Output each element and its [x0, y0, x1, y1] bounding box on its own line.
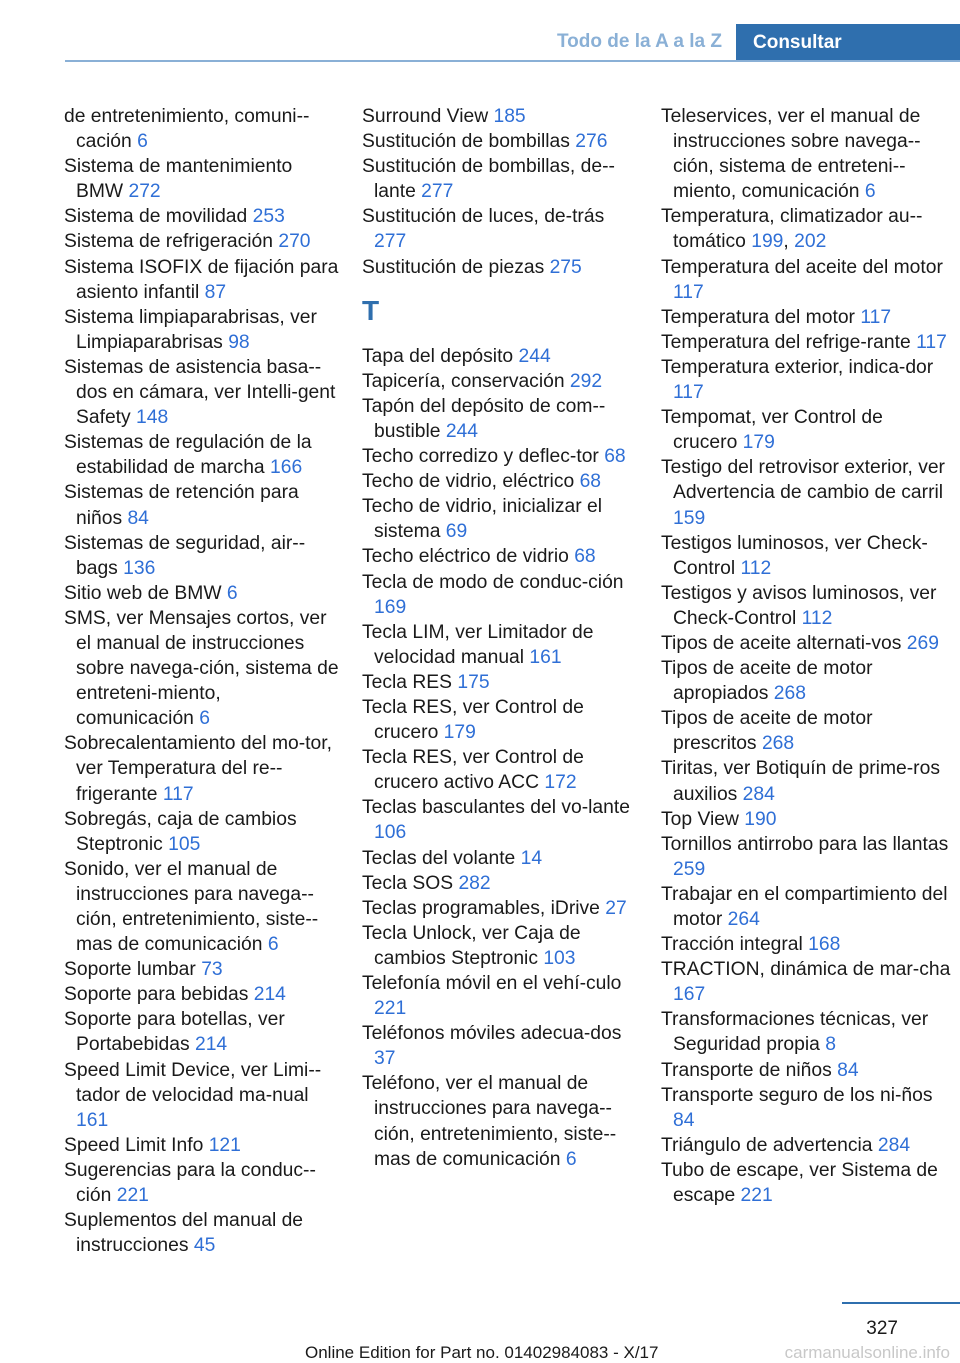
page-reference-link[interactable]: 6	[267, 934, 279, 956]
index-entry	[661, 1083, 951, 1133]
index-entry-term: Tiritas, ver Botiquín de prime-ros auxilios	[661, 758, 940, 805]
index-entry	[362, 846, 637, 871]
index-entry-term: Sitio web de BMW	[64, 582, 227, 604]
page-reference-link[interactable]: 69	[445, 521, 468, 543]
index-entry-term: Triángulo de advertencia	[661, 1134, 878, 1156]
index-entry-term: Sustitución de piezas	[362, 256, 550, 278]
index-entry	[64, 957, 339, 982]
page-reference-link[interactable]: 202	[794, 231, 827, 253]
index-entry: Temperatura, climatizador au-tomático 199, 202	[661, 206, 923, 253]
page-reference-link[interactable]: 117	[162, 783, 194, 805]
index-entry	[362, 921, 637, 971]
page-reference-link[interactable]: 185	[493, 106, 526, 127]
index-entry-term: Techo eléctrico de vidrio	[362, 546, 575, 568]
index-entry-term: Surround View	[362, 106, 494, 127]
index-entry	[661, 656, 951, 706]
index-entry-term: Tapón del depósito de com-bustible	[362, 395, 606, 442]
page-reference-link[interactable]: 282	[458, 872, 491, 894]
index-entry-term: Teleservices, ver el manual de instrucciones sobre navega-ción, sistema de entreteni-miento, comunicación	[661, 106, 921, 203]
index-entry-term: Top View	[661, 808, 745, 830]
index-entry-term: Tapa del depósito	[362, 345, 519, 367]
index-entry	[661, 882, 951, 932]
page-reference-link[interactable]: 117	[860, 306, 892, 328]
page-reference-link[interactable]: 98	[228, 331, 250, 353]
index-entry	[64, 204, 339, 229]
index-entry-term: Temperatura exterior, indica-dor	[661, 356, 934, 378]
index-entry	[64, 1058, 339, 1133]
index-entry	[64, 355, 339, 430]
page-reference-link[interactable]: 179	[742, 432, 775, 454]
header-rule	[65, 60, 960, 62]
index-entry-term: Tubo de escape, ver Sistema de escape	[661, 1159, 938, 1207]
index-entry-term: de entretenimiento, comuni-cación	[64, 106, 310, 153]
page-reference-link[interactable]: 244	[445, 420, 478, 442]
index-entry	[362, 494, 637, 544]
page-reference-link[interactable]: 161	[76, 1109, 109, 1131]
index-entry	[64, 857, 339, 957]
index-column-3	[661, 104, 951, 1208]
index-entry-term: Tecla RES	[362, 671, 458, 693]
page-reference-link[interactable]: 179	[443, 722, 476, 744]
page-reference-link[interactable]: 8	[825, 1034, 836, 1056]
index-entry	[362, 1071, 637, 1171]
index-entry-term: SMS, ver Mensajes cortos, ver el manual de instrucciones sobre navega-ción, sistema de entreteni-miento, comunicación	[64, 607, 339, 730]
index-entry-term: Sistemas de retención para niños	[64, 482, 299, 529]
index-entry-term: Soporte para bebidas	[64, 984, 254, 1006]
index-entry-term: Teléfono, ver el manual de instrucciones para navega-ción, entretenimiento, siste-mas de comunicación	[362, 1073, 617, 1170]
index-entry-term: Transporte de niños	[661, 1059, 838, 1081]
page-reference-link[interactable]: 84	[837, 1059, 859, 1081]
index-entry-term: Sistema de movilidad	[64, 206, 253, 228]
index-entry	[64, 255, 339, 305]
index-entry	[661, 305, 951, 330]
page-reference-link[interactable]: 45	[193, 1235, 216, 1257]
index-entry-term: Tecla de modo de conduc-ción	[362, 571, 624, 593]
index-entry	[661, 832, 951, 882]
index-entry-term: Testigos luminosos, ver Check-Control	[661, 532, 928, 579]
page-reference-link[interactable]: 112	[740, 557, 772, 579]
page-reference-link[interactable]: 221	[740, 1185, 773, 1207]
page-reference-link[interactable]: 284	[742, 783, 775, 805]
index-entry-term: Transporte seguro de los ni-ños	[661, 1084, 933, 1106]
index-entry	[362, 670, 637, 695]
index-entry-term: Sistemas de seguridad, air-bags	[64, 532, 306, 579]
index-entry-term: Sustitución de bombillas	[362, 131, 576, 153]
page-reference-link[interactable]: 106	[374, 822, 407, 844]
index-entry	[661, 957, 951, 1007]
index-entry	[362, 154, 637, 204]
index-entry	[362, 469, 637, 494]
index-entry	[661, 1007, 951, 1057]
page-reference-link[interactable]: 105	[168, 833, 201, 855]
index-entry	[661, 807, 951, 832]
index-entry-term: Sustitución de luces, de-trás	[362, 206, 605, 228]
page-reference-link[interactable]: 73	[201, 959, 223, 981]
index-entry	[64, 531, 339, 581]
page-reference-link[interactable]: 121	[208, 1134, 241, 1156]
page-footer	[0, 1300, 960, 1362]
page-reference-link[interactable]: 6	[565, 1148, 577, 1170]
index-entry	[362, 129, 637, 154]
page-reference-link[interactable]: 87	[204, 281, 227, 303]
page-reference-link[interactable]: 284	[877, 1134, 911, 1156]
index-entry-term: Tipos de aceite de motor apropiados	[661, 658, 873, 705]
index-entry-term: Sugerencias para la conduc-ción	[64, 1159, 316, 1207]
index-entry-term: Teclas del volante	[362, 847, 521, 869]
page-reference-link[interactable]: 268	[773, 683, 806, 705]
page-reference-link[interactable]: 169	[374, 596, 407, 618]
footer-rule	[842, 1302, 960, 1304]
index-entry-term: Speed Limit Info	[64, 1134, 209, 1156]
index-entry	[64, 731, 339, 806]
index-column-2	[362, 104, 637, 1172]
index-entry	[64, 305, 339, 355]
section-tab: Consultar	[736, 24, 960, 62]
index-letter-heading: T	[362, 294, 380, 326]
page-reference-link[interactable]: 6	[226, 582, 238, 604]
page-reference-link[interactable]: 276	[575, 131, 608, 153]
index-entry	[64, 581, 339, 606]
index-entry	[362, 570, 637, 620]
index-entry-term: Temperatura del motor	[661, 306, 861, 328]
page-reference-link[interactable]: 214	[194, 1034, 228, 1056]
index-entry-term: TRACTION, dinámica de mar-cha	[661, 959, 951, 981]
page-reference-link[interactable]: 6	[137, 131, 148, 153]
index-entry-term: Sobregás, caja de cambios Steptronic	[64, 808, 297, 855]
index-entry	[362, 444, 637, 469]
index-entry-term: Tempomat, ver Control de crucero	[661, 407, 883, 454]
page-reference-link[interactable]: 292	[569, 370, 603, 392]
index-entry-term: Tecla Unlock, ver Caja de cambios Steptronic	[362, 922, 581, 969]
page-header	[0, 0, 960, 62]
index-entry-term: Teclas basculantes del vo-lante	[362, 797, 630, 819]
page-reference-link[interactable]: 112	[801, 607, 833, 629]
index-entry	[362, 745, 637, 795]
index-entry-term: Temperatura, climatizador au-tomático	[661, 206, 923, 253]
page-reference-link[interactable]: 159	[673, 507, 706, 529]
page-reference-link[interactable]: 68	[574, 546, 596, 568]
page-reference-link[interactable]: 136	[123, 557, 156, 579]
page-reference-link[interactable]: 175	[457, 671, 490, 693]
index-entry	[661, 706, 951, 756]
page-reference-link[interactable]: 244	[518, 345, 551, 367]
index-entry	[661, 355, 951, 405]
page-reference-link[interactable]: 117	[673, 382, 704, 404]
index-entry	[362, 795, 637, 845]
index-entry	[362, 544, 637, 569]
page-reference-link[interactable]: 272	[128, 181, 161, 203]
page-reference-link[interactable]: 214	[253, 984, 286, 1006]
page-reference-link[interactable]: 221	[116, 1185, 149, 1207]
index-entry	[362, 369, 637, 394]
index-entry-term: Tornillos antirrobo para las llantas	[661, 833, 949, 855]
index-entry	[362, 204, 637, 254]
index-entry-term: Techo de vidrio, inicializar el sistema	[362, 496, 603, 543]
page-reference-link[interactable]: 6	[864, 181, 876, 203]
index-entry	[64, 1208, 339, 1258]
index-entry-term: Suplementos del manual de instrucciones	[64, 1210, 304, 1257]
index-entry-term: Teclas programables, iDrive	[362, 897, 606, 919]
index-entry-term: Sistema de mantenimiento BMW	[64, 156, 293, 203]
index-entry-term: Sonido, ver el manual de instrucciones para navega-ción, entretenimiento, siste-mas de comunicación	[64, 858, 319, 956]
index-entry	[64, 807, 339, 857]
index-entry	[661, 330, 951, 355]
index-entry-term: Soporte lumbar	[64, 959, 202, 981]
page-reference-link[interactable]: 190	[744, 808, 777, 830]
index-entry	[661, 581, 951, 631]
index-entry-term: Techo corredizo y deflec-tor	[362, 446, 605, 468]
index-entry-term: Tecla SOS	[362, 872, 459, 894]
index-entry	[64, 229, 339, 254]
index-entry-term: Tipos de aceite de motor prescritos	[661, 708, 873, 755]
index-entry-term: Techo de vidrio, eléctrico	[362, 471, 580, 493]
index-entry-term: Tipos de aceite alternati-vos	[661, 632, 907, 654]
index-entry-term: Transformaciones técnicas, ver Seguridad propia	[661, 1009, 929, 1056]
index-entry-term: Tapicería, conservación	[362, 370, 570, 392]
index-entry	[661, 104, 951, 204]
index-entry	[362, 344, 637, 369]
index-entry	[64, 606, 339, 731]
index-column-1	[64, 104, 339, 1258]
index-entry	[64, 982, 339, 1007]
page-reference-link[interactable]: 253	[252, 206, 285, 228]
page-reference-link[interactable]: 103	[543, 947, 576, 969]
section-title: Todo de la A a la Z	[556, 31, 722, 52]
index-entry-term: Sistema de refrigeración	[64, 231, 279, 253]
page-reference-link[interactable]: 172	[544, 772, 577, 794]
index-entry	[64, 154, 339, 204]
index-entry-term: Sustitución de bombillas, de-lante	[362, 156, 615, 203]
index-entry	[64, 480, 339, 530]
page-reference-link[interactable]: 167	[673, 984, 706, 1006]
page-reference-link[interactable]: 84	[673, 1109, 695, 1131]
page-reference-link[interactable]: 68	[579, 471, 602, 493]
index-entry	[661, 255, 951, 305]
index-entry	[661, 932, 951, 957]
index-entry-term: Testigos y avisos luminosos, ver Check-Control	[661, 582, 937, 629]
index-entry	[362, 896, 637, 921]
index-entry-term: Tecla RES, ver Control de crucero	[362, 696, 584, 744]
index-entry	[362, 104, 637, 129]
page-reference-link[interactable]: 161	[529, 646, 562, 668]
index-entry-term: Telefonía móvil en el vehí-culo	[362, 973, 622, 994]
page-reference-link[interactable]: 264	[727, 909, 760, 930]
index-entry-term: Sistema ISOFIX de fijación para asiento infantil	[64, 256, 339, 303]
index-entry	[362, 695, 637, 745]
edition-note: Online Edition for Part no. 01402984083 - X/17	[305, 1343, 659, 1362]
index-entry-term: Tecla RES, ver Control de crucero activo ACC	[362, 747, 584, 794]
page-reference-link[interactable]: 277	[374, 231, 407, 253]
page-reference-link[interactable]: 14	[520, 847, 543, 869]
page-reference-link[interactable]: 166	[270, 457, 303, 479]
index-entry-term: Tecla LIM, ver Limitador de velocidad manual	[362, 621, 594, 668]
index-entry-term: Temperatura del refrige-rante	[661, 331, 917, 353]
index-entry-term: Sistemas de regulación de la estabilidad de marcha	[64, 432, 312, 479]
index-entry-term: Teléfonos móviles adecua-dos	[362, 1023, 622, 1045]
page-reference-link[interactable]: 277	[421, 181, 454, 203]
page-reference-link[interactable]: 117	[916, 331, 947, 353]
page-reference-link[interactable]: 221	[374, 998, 407, 1020]
index-entry	[64, 1133, 339, 1158]
index-entry	[661, 1133, 951, 1158]
page-reference-link[interactable]: 68	[604, 446, 626, 468]
page-reference-link[interactable]: 269	[906, 632, 939, 654]
index-entry	[362, 971, 637, 1021]
index-entry	[64, 430, 339, 480]
index-entry	[661, 631, 951, 656]
page-reference-link[interactable]: 148	[136, 407, 169, 429]
page-reference-link[interactable]: 275	[549, 256, 582, 278]
index-entry	[661, 1158, 951, 1208]
page-reference-link[interactable]: 259	[673, 858, 706, 880]
index-entry-term: Tracción integral	[661, 934, 809, 956]
page-reference-link[interactable]: 117	[673, 281, 704, 303]
index-entry	[661, 455, 951, 530]
index-entry	[661, 531, 951, 581]
index-entry-term: Temperatura del aceite del motor	[661, 256, 943, 278]
index-entry	[362, 255, 637, 280]
page-reference-link[interactable]: 168	[808, 934, 841, 956]
index-entry	[661, 1058, 951, 1083]
index-entry	[362, 1021, 637, 1071]
index-entry	[64, 1158, 339, 1208]
index-entry	[661, 405, 951, 455]
index-entry-term: Sobrecalentamiento del mo-tor, ver Temperatura del re-frigerante	[64, 733, 332, 805]
page-reference-link[interactable]: 199	[751, 231, 784, 253]
page-number: 327	[866, 1318, 898, 1339]
index-entry-term: Soporte para botellas, ver Portabebidas	[64, 1009, 285, 1056]
index-entry	[64, 1007, 339, 1057]
index-entry	[64, 104, 339, 154]
index-entry	[362, 620, 637, 670]
index-entry-term: Trabajar en el compartimiento del motor	[661, 883, 948, 930]
index-entry-term: Testigo del retrovisor exterior, ver Advertencia de cambio de carril	[661, 457, 945, 504]
page-reference-link[interactable]: 37	[374, 1048, 396, 1070]
page-reference-link[interactable]: 6	[199, 708, 210, 730]
watermark: carmanualsonline.info	[784, 1343, 950, 1362]
index-entry-term: Speed Limit Device, ver Limi-tador de velocidad ma-nual	[64, 1059, 322, 1106]
page-reference-link[interactable]: 27	[605, 897, 627, 919]
page-reference-link[interactable]: 270	[278, 231, 311, 253]
index-entry-term: Sistema limpiaparabrisas, ver Limpiaparabrisas	[64, 306, 317, 353]
page-reference-link[interactable]: 268	[761, 733, 795, 755]
index-entry-term: Sistemas de asistencia basa-dos en cámara, ver Intelli-gent Safety	[64, 356, 336, 429]
index-entry	[362, 871, 637, 896]
index-entry	[362, 394, 637, 444]
page-reference-link[interactable]: 84	[127, 507, 149, 529]
index-entry	[661, 756, 951, 806]
